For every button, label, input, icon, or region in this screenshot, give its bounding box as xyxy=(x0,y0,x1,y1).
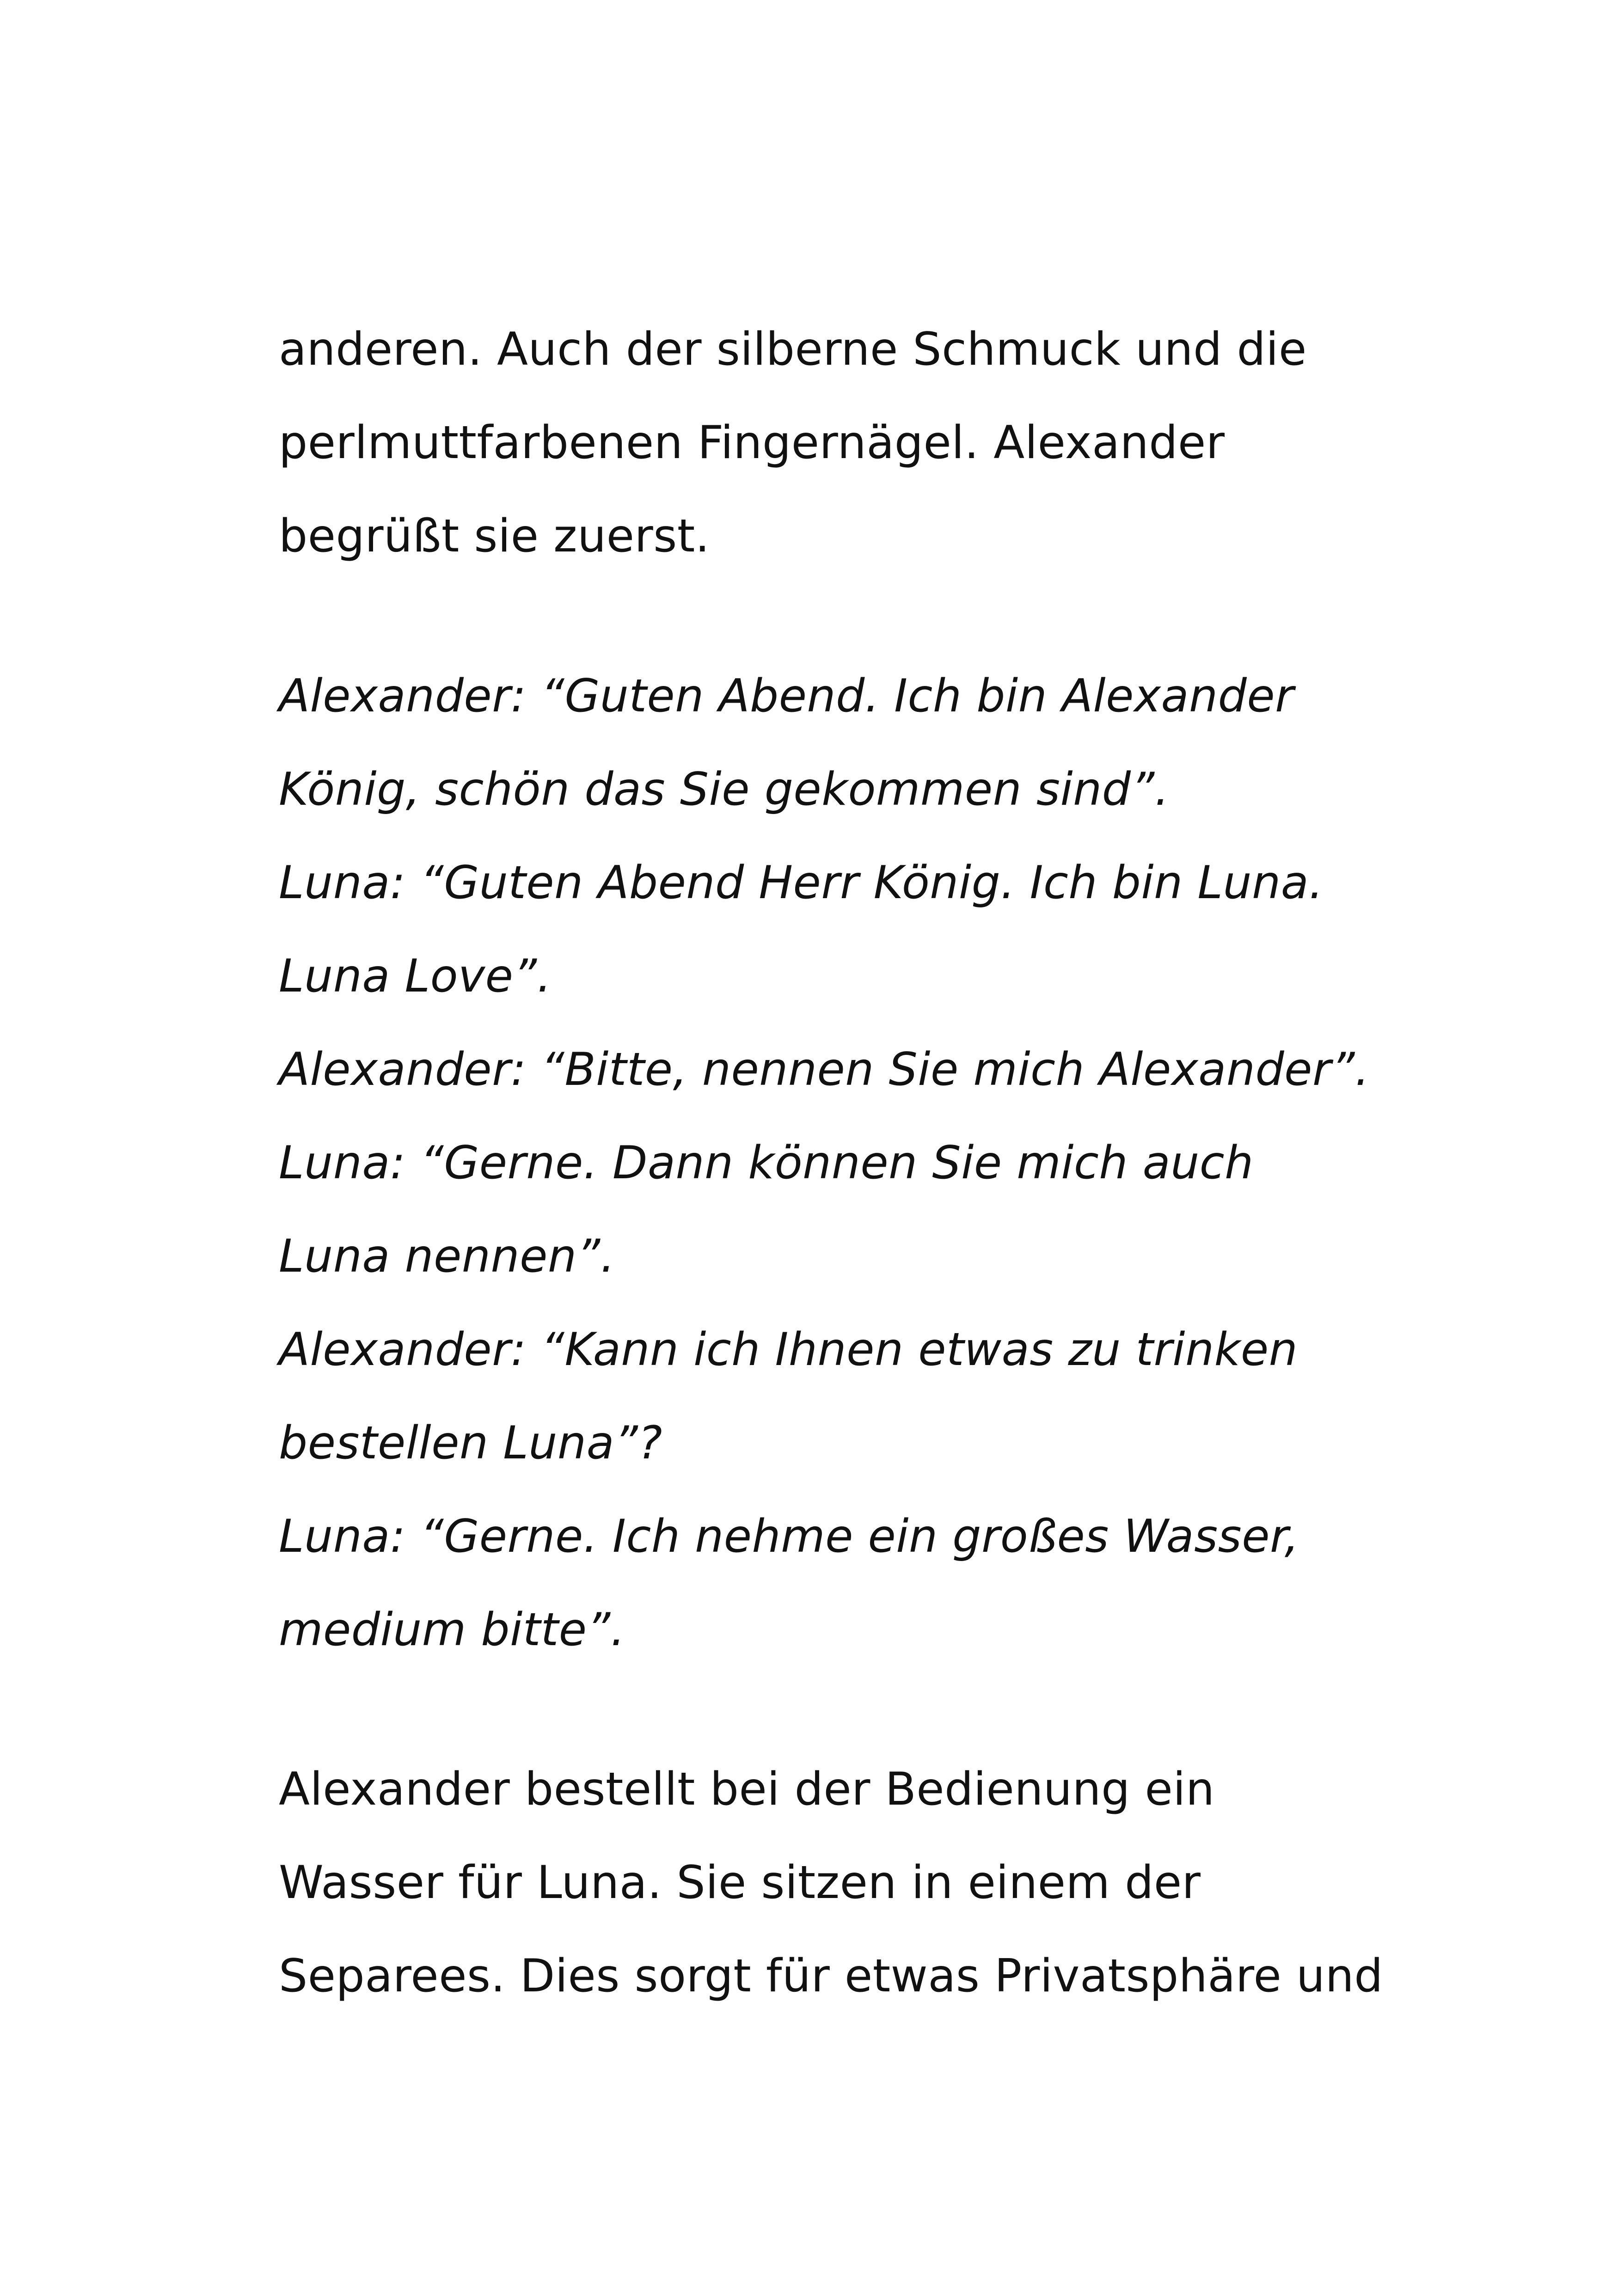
dialogue-line: Luna: “Gerne. Dann können Sie mich auch xyxy=(279,1137,1254,1189)
paragraph-closing xyxy=(279,1743,1388,2023)
dialogue-line: Luna: “Gerne. Ich nehme ein großes Wasser, xyxy=(279,1510,1299,1563)
text-line: perlmuttfarbenen Fingernägel. Alexander xyxy=(279,416,1225,469)
paragraph-intro xyxy=(279,303,1388,583)
dialogue-line: bestellen Luna”? xyxy=(279,1417,662,1469)
text-line: anderen. Auch der silberne Schmuck und die xyxy=(279,323,1307,376)
dialogue-line: Alexander: “Bitte, nennen Sie mich Alexander”. xyxy=(279,1043,1370,1096)
dialogue-line: Luna nennen”. xyxy=(279,1230,615,1283)
dialogue-line: König, schön das Sie gekommen sind”. xyxy=(279,763,1170,816)
text-line: Separees. Dies sorgt für etwas Privatsphäre und xyxy=(279,1950,1383,2002)
text-line: begrüßt sie zuerst. xyxy=(279,510,710,563)
text-line: Alexander bestellt bei der Bedienung ein xyxy=(279,1763,1215,1816)
dialogue-line: Alexander: “Guten Abend. Ich bin Alexander xyxy=(279,670,1294,722)
dialogue-line: medium bitte”. xyxy=(279,1604,625,1656)
dialogue-line: Luna Love”. xyxy=(279,950,552,1003)
text-line: Wasser für Luna. Sie sitzen in einem der xyxy=(279,1856,1201,1909)
dialogue-block xyxy=(279,649,1388,1677)
dialogue-line: Luna: “Guten Abend Herr König. Ich bin Luna. xyxy=(279,857,1324,909)
dialogue-line: Alexander: “Kann ich Ihnen etwas zu trinken xyxy=(279,1323,1298,1376)
